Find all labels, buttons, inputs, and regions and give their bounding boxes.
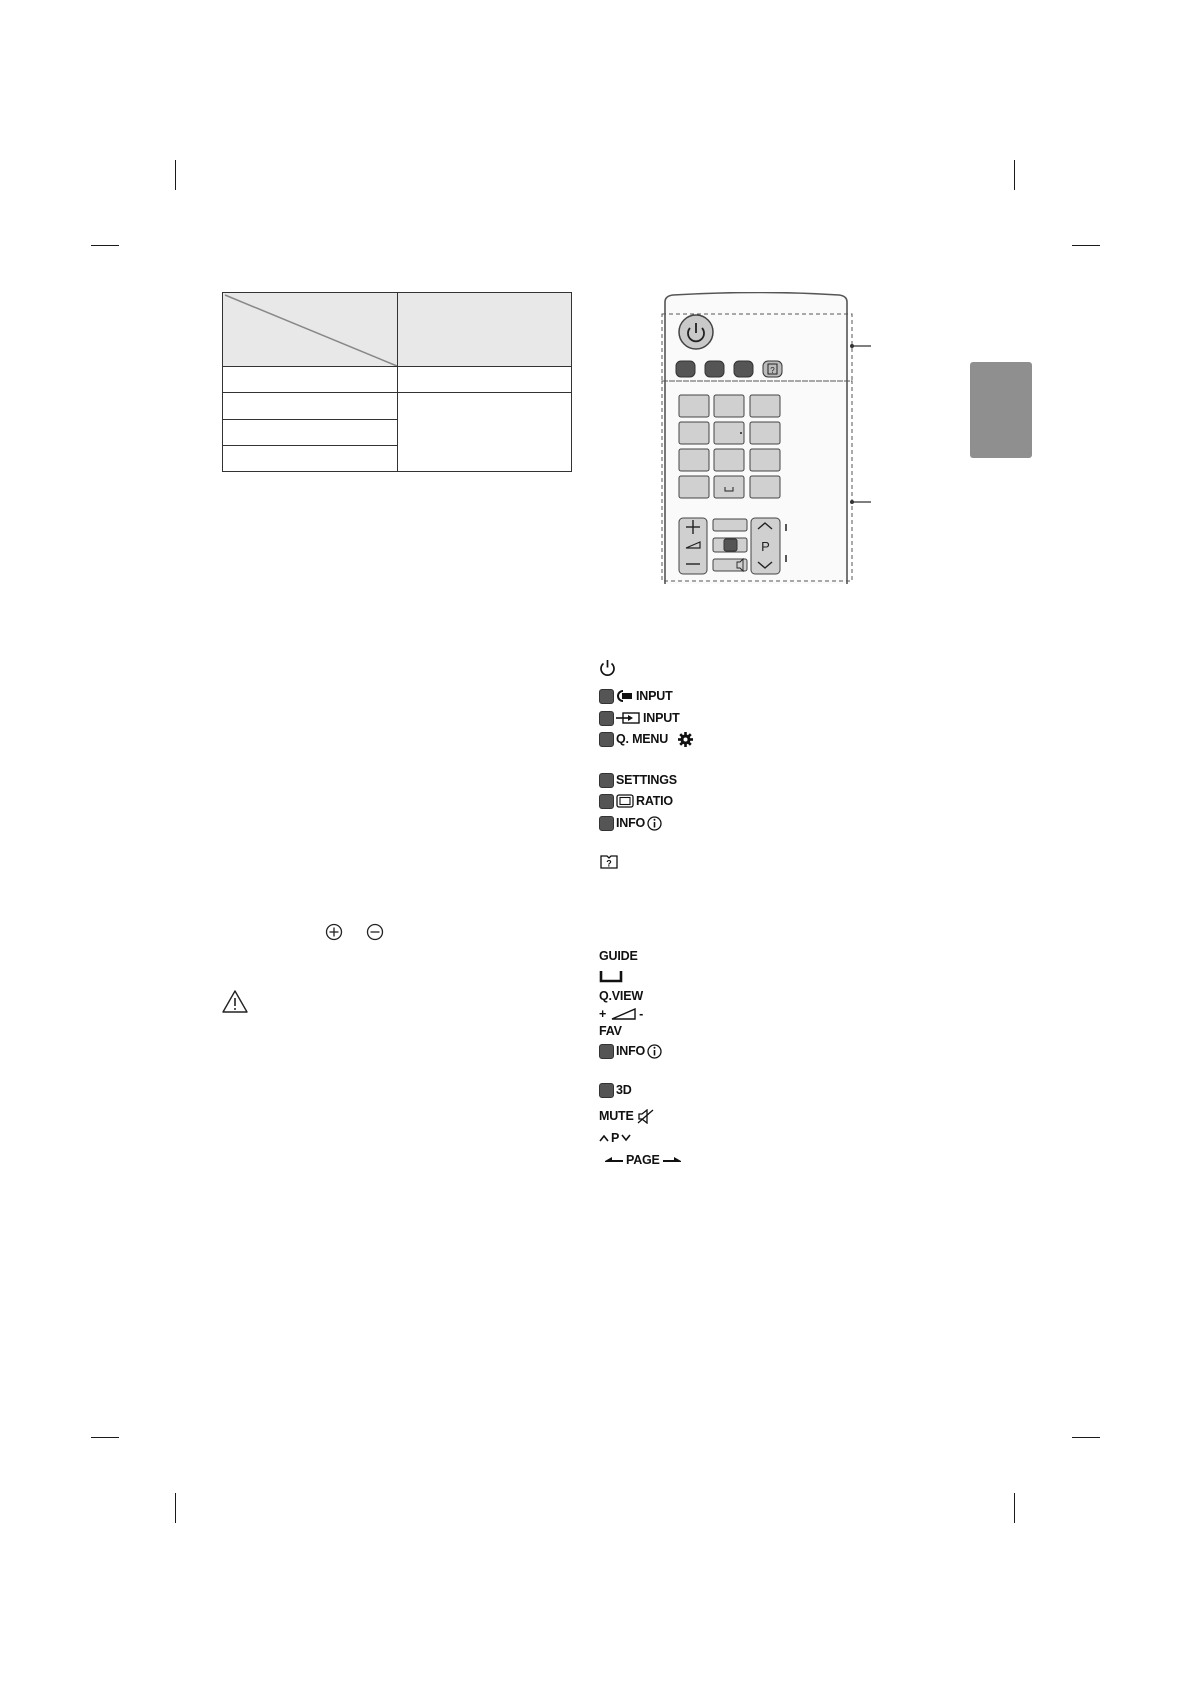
crop-mark	[1014, 160, 1015, 190]
legend-program-label: P	[611, 1131, 620, 1145]
crop-mark	[175, 1493, 176, 1523]
mute-icon	[637, 1109, 654, 1124]
legend-input-label: INPUT	[643, 711, 680, 725]
crop-mark	[91, 1437, 119, 1438]
legend-input-arrow-item	[599, 709, 680, 727]
legend-qmenu-item	[599, 730, 696, 748]
volume-icon	[611, 1008, 637, 1020]
zoom-in-icon	[325, 923, 343, 941]
legend-info-label: INFO	[616, 1044, 646, 1058]
chevron-up-icon	[599, 1134, 609, 1142]
diagonal-divider	[223, 293, 399, 368]
table-cell	[222, 419, 398, 446]
remote-control-diagram	[651, 292, 871, 584]
legend-page-item	[604, 1151, 684, 1169]
crop-mark	[1014, 1493, 1015, 1523]
chevron-down-icon	[621, 1134, 631, 1142]
table-merged-cell	[397, 392, 572, 472]
button-square-icon	[599, 732, 614, 747]
info-icon	[647, 816, 662, 831]
button-square-icon	[599, 689, 614, 704]
legend-3d-label: 3D	[616, 1083, 632, 1097]
legend-settings-item	[599, 771, 677, 789]
legend-page-label: PAGE	[626, 1153, 660, 1167]
arrow-right-icon	[662, 1156, 682, 1164]
button-square-icon	[599, 711, 614, 726]
legend-qview-item	[599, 987, 643, 1005]
power-icon	[599, 659, 616, 677]
table-cell	[222, 445, 398, 472]
arrow-left-icon	[604, 1156, 624, 1164]
legend-3d-item	[599, 1081, 632, 1099]
legend-program-item	[599, 1129, 633, 1147]
legend-guide-item	[599, 947, 638, 965]
manual-question-icon	[599, 854, 619, 870]
crop-mark	[91, 245, 119, 246]
button-square-icon	[599, 816, 614, 831]
legend-mute-item	[599, 1107, 656, 1125]
legend-guide-label: GUIDE	[599, 949, 638, 963]
legend-qmenu-label: Q. MENU	[616, 732, 669, 746]
button-square-icon	[599, 1083, 614, 1098]
language-tab	[970, 362, 1032, 458]
legend-info-item	[599, 1042, 664, 1060]
spec-table	[222, 292, 572, 472]
gear-icon	[677, 731, 694, 748]
legend-volume-minus: -	[639, 1007, 644, 1021]
input-source-icon	[616, 690, 634, 702]
legend-input-label: INPUT	[636, 689, 673, 703]
legend-input-item	[599, 687, 673, 705]
table-header-corner	[222, 292, 398, 367]
crop-mark	[175, 160, 176, 190]
legend-info-item	[599, 814, 664, 832]
legend-volume-item	[599, 1005, 643, 1023]
svg-text:?: ?	[770, 366, 775, 375]
legend-mute-label: MUTE	[599, 1109, 634, 1123]
warning-triangle-icon	[221, 989, 249, 1014]
legend-ratio-item	[599, 792, 673, 810]
table-cell	[397, 366, 572, 393]
button-square-icon	[599, 794, 614, 809]
program-key-label: P	[761, 539, 770, 554]
legend-ratio-label: RATIO	[636, 794, 673, 808]
table-header-cell	[397, 292, 572, 367]
ratio-icon	[616, 794, 634, 808]
button-square-icon	[599, 1044, 614, 1059]
legend-fav-item	[599, 1022, 622, 1040]
space-bar-icon	[599, 969, 623, 983]
table-cell	[222, 366, 398, 393]
legend-qview-label: Q.VIEW	[599, 989, 643, 1003]
svg-text:?: ?	[606, 858, 612, 869]
zoom-out-icon	[366, 923, 384, 941]
input-arrow-icon	[616, 712, 641, 724]
table-cell	[222, 392, 398, 420]
button-square-icon	[599, 773, 614, 788]
legend-settings-label: SETTINGS	[616, 773, 677, 787]
legend-fav-label: FAV	[599, 1024, 622, 1038]
legend-volume-plus: +	[599, 1007, 607, 1021]
crop-mark	[1072, 1437, 1100, 1438]
info-icon	[647, 1044, 662, 1059]
crop-mark	[1072, 245, 1100, 246]
legend-info-label: INFO	[616, 816, 646, 830]
